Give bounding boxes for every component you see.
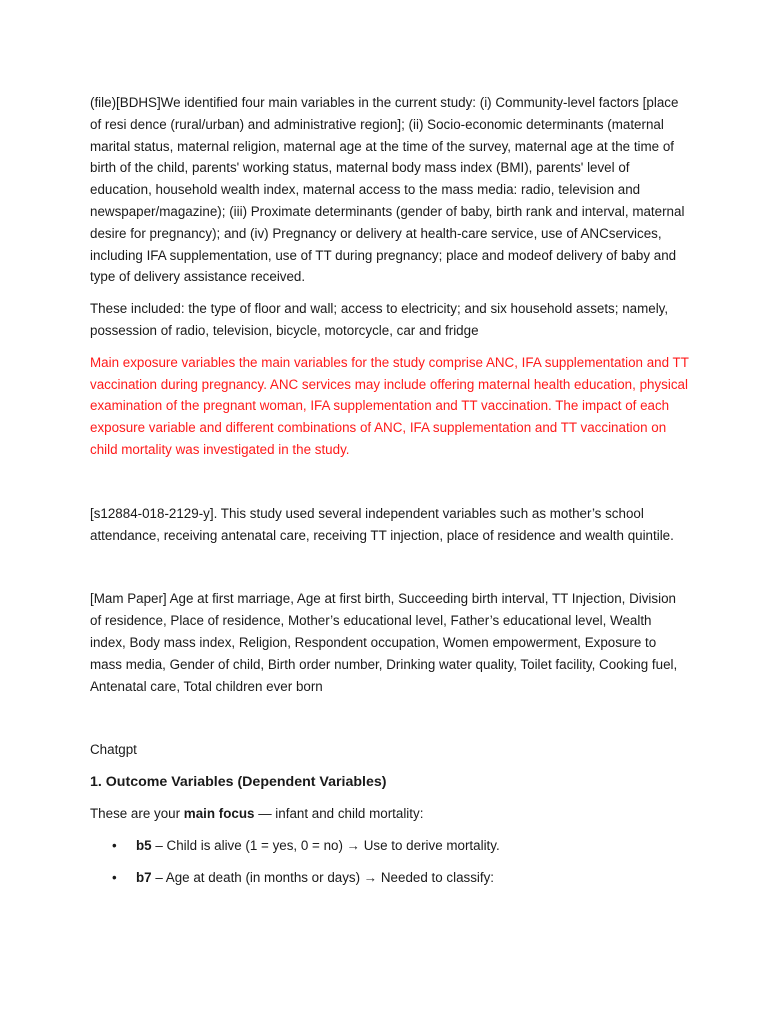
document-body: [90, 92, 690, 899]
section-intro: [90, 803, 690, 825]
bullet-dot: •: [112, 869, 117, 885]
variable-name: b7: [136, 869, 152, 885]
paragraph-household-assets: These included: the type of floor and wall; access to electricity; and six household assets; namely, possession of radio, television, bicycle, motorcycle, car and fridge: [90, 301, 669, 338]
list-item: [90, 867, 690, 889]
variable-name: b5: [136, 837, 152, 853]
intro-suffix: — infant and child mortality:: [254, 806, 424, 822]
section-heading: 1. Outcome Variables (Dependent Variables): [90, 774, 387, 791]
paragraph-s12884-variables: [s12884-018-2129-y]. This study used several independent variables such as mother’s school attendance, receiving antenatal care, receiving TT injection, place of residence and wealth quintile.: [90, 505, 674, 543]
intro-bold: main focus: [183, 806, 255, 822]
bullet-dot: •: [112, 837, 117, 853]
intro-prefix: These are your: [90, 806, 184, 822]
variable-description: – Age at death (in months or days) → Needed to classify:: [151, 869, 495, 885]
paragraph-main-exposure-highlighted: Main exposure variables the main variables for the study comprise ANC, IFA supplementation and TT vaccination during pregnancy. ANC services may include offering maternal health education, physical examination of the pregnant woman, IFA supplementation and TT vaccination. The impact of each exposure variable and different combinations of ANC, IFA supplementation and TT vaccination on child mortality was investigated in the study.: [90, 354, 689, 457]
paragraph-mam-paper-variables: [Mam Paper] Age at first marriage, Age at first birth, Succeeding birth interval, TT Injection, Division of residence, Place of residence, Mother’s educational level, Father’s educational level, Wealth index, Body mass index, Religion, Respondent occupation, Women empowerment, Exposure to mass media, Gender of child, Birth order number, Drinking water quality, Toilet facility, Cooking fuel, Antenatal care, Total children ever born: [90, 591, 678, 694]
paragraph-bdhs-variables: (file)[BDHS]We identified four main variables in the current study: (i) Community-level factors [place of resi dence (rural/urban) and administrative region]; (ii) Socio-economic determinants (maternal marital status, maternal religion, maternal age at the time of the survey, maternal age at the time of birth of the child, parents' working status, maternal body mass index (BMI), parents' level of education, household wealth index, maternal access to the mass media: radio, television and newspaper/magazine); (iii) Proximate determinants (gender of baby, birth rank and interval, maternal desire for pregnancy); and (iv) Pregnancy or delivery at health-care service, use of ANCservices, including IFA supplementation, use of TT during pregnancy; place and modeof delivery of baby and type of delivery assistance received.: [90, 95, 685, 285]
bullet-list: [90, 835, 690, 889]
list-item: [90, 835, 690, 857]
variable-description: – Child is alive (1 = yes, 0 = no) → Use to derive mortality.: [151, 837, 500, 853]
chatgpt-label: Chatgpt: [90, 742, 137, 758]
